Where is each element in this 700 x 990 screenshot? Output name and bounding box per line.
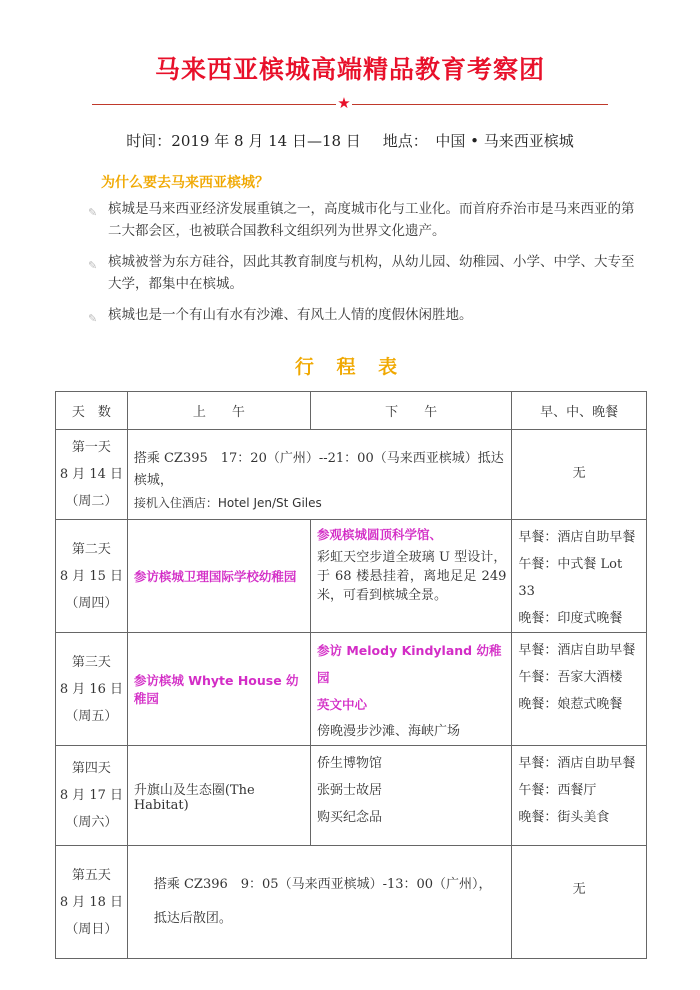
header-afternoon: 下 午 bbox=[311, 392, 512, 430]
divider-line-right bbox=[352, 104, 608, 105]
header-meals: 早、中、晚餐 bbox=[512, 392, 647, 430]
table-row bbox=[56, 746, 647, 846]
divider-line-left bbox=[92, 104, 336, 105]
time-label: 时间： bbox=[126, 132, 172, 150]
day-cell: 第一天 8 月 14 日 （周二） bbox=[56, 430, 128, 520]
meal-cell: 无 bbox=[512, 846, 647, 959]
why-bullet-list bbox=[86, 198, 646, 335]
location-value: 中国 • 马来西亚槟城 bbox=[435, 132, 574, 150]
feather-bullet-icon: ✎ bbox=[88, 312, 98, 325]
header-days: 天 数 bbox=[56, 392, 128, 430]
day-cell: 第五天 8 月 18 日 （周日） bbox=[56, 846, 128, 959]
meal-cell: 早餐：酒店自助早餐 午餐：西餐厅 晚餐：街头美食 bbox=[512, 746, 647, 846]
table-row bbox=[56, 430, 647, 520]
schedule-title: 行 程 表 bbox=[294, 356, 406, 378]
afternoon-cell: 参访 Melody Kindyland 幼稚园 英文中心 傍晚漫步沙滩、海峡广场 bbox=[311, 633, 512, 746]
table-header-row bbox=[56, 392, 647, 430]
time-value: 2019 年 8 月 14 日—18 日 bbox=[171, 132, 361, 150]
list-item bbox=[86, 198, 646, 242]
meal-cell: 早餐：酒店自助早餐 午餐：吾家大酒楼 晚餐：娘惹式晚餐 bbox=[512, 633, 647, 746]
meal-cell: 无 bbox=[512, 430, 647, 520]
page-title: 马来西亚槟城高端精品教育考察团 bbox=[154, 55, 545, 84]
day-cell: 第二天 8 月 15 日 （周四） bbox=[56, 520, 128, 633]
title-divider bbox=[92, 96, 608, 112]
header-morning: 上 午 bbox=[127, 392, 310, 430]
feather-bullet-icon: ✎ bbox=[88, 259, 98, 272]
flight-cell: 搭乘 CZ396 9：05（马来西亚槟城）-13：00（广州）， 抵达后散团。 bbox=[127, 846, 512, 959]
flight-cell: 搭乘 CZ395 17：20（广州）--21：00（马来西亚槟城）抵达槟城， 接机入住酒店：Hotel Jen/St Giles bbox=[127, 430, 512, 520]
list-item bbox=[86, 304, 646, 326]
meal-cell: 早餐：酒店自助早餐 午餐：中式餐 Lot 33 晚餐：印度式晚餐 bbox=[512, 520, 647, 633]
morning-cell: 参访槟城卫理国际学校幼稚园 bbox=[127, 520, 310, 633]
why-heading: 为什么要去马来西亚槟城？ bbox=[101, 175, 269, 191]
bullet-text: 槟城是马来西亚经济发展重镇之一，高度城市化与工业化。而首府乔治市是马来西亚的第二大都会区，也被联合国教科文组织列为世界文化遗产。 bbox=[108, 201, 635, 239]
table-row bbox=[56, 633, 647, 746]
afternoon-cell: 侨生博物馆 张弼士故居 购买纪念品 bbox=[311, 746, 512, 846]
day-cell: 第四天 8 月 17 日 （周六） bbox=[56, 746, 128, 846]
location-label: 地点： bbox=[382, 132, 421, 150]
table-row bbox=[56, 846, 647, 959]
table-row bbox=[56, 520, 647, 633]
list-item bbox=[86, 251, 646, 295]
afternoon-cell: 参观槟城圆顶科学馆、 彩虹天空步道全玻璃 U 型设计，于 68 楼悬挂着，离地足足 249 米，可看到槟城全景。 bbox=[311, 520, 512, 633]
star-icon: ★ bbox=[337, 94, 351, 112]
time-location-line bbox=[0, 130, 700, 151]
feather-bullet-icon: ✎ bbox=[88, 206, 98, 219]
morning-cell: 升旗山及生态圈(The Habitat) bbox=[127, 746, 310, 846]
bullet-text: 槟城被誉为东方硅谷，因此其教育制度与机构，从幼儿园、幼稚园、小学、中学、大专至大学，都集中在槟城。 bbox=[108, 254, 635, 292]
day-cell: 第三天 8 月 16 日 （周五） bbox=[56, 633, 128, 746]
schedule-table bbox=[55, 391, 647, 959]
morning-cell: 参访槟城 Whyte House 幼稚园 bbox=[127, 633, 310, 746]
bullet-text: 槟城也是一个有山有水有沙滩、有风土人情的度假休闲胜地。 bbox=[108, 307, 473, 323]
